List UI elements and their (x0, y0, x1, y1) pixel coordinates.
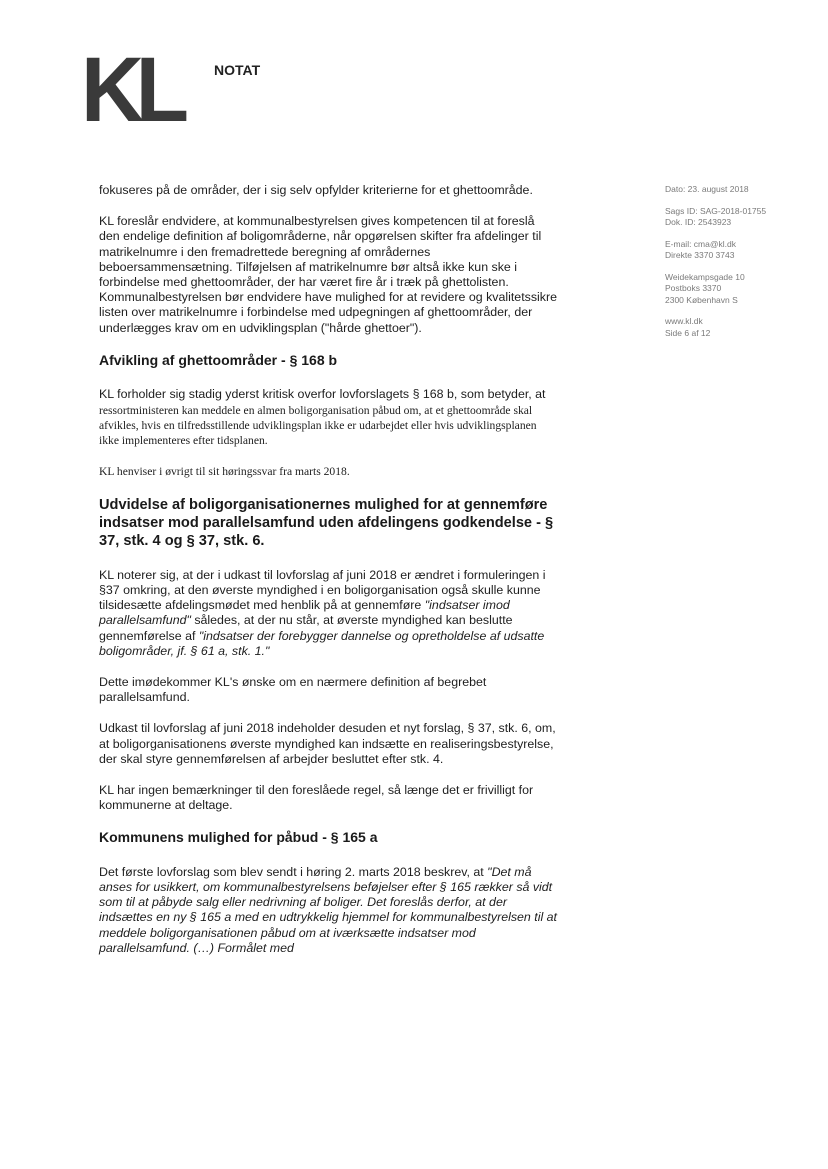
document-id-line: Dok. ID: 2543923 (665, 217, 732, 227)
section-heading: Afvikling af ghettoområder - § 168 b (99, 351, 338, 368)
paragraph (99, 387, 557, 448)
quote-text: "Det må anses for usikkert, om kommunalbestyrelsens beføjelser efter § 165 rækker så vidt som til at påbyde salg eller nedrivning af boliger. Det foreslås derfor, at der indsættes en ny § 165 a med en udtrykkelig hjemmel for kommunalbestyrelsen til at meddele boligorganisationen påbud om at iværksætte indsatser mod parallelsamfund. (…) Formålet med (99, 864, 557, 955)
paragraph: fokuseres på de områder, der i sig selv opfylder kriterierne for et ghettoområde. (99, 183, 533, 197)
paragraph: Dette imødekommer KL's ønske om en nærmere definition af begrebet parallelsamfund. (99, 674, 487, 705)
paragraph: KL foreslår endvidere, at kommunalbestyrelsen gives kompetencen til at foreslå den endelige definition af boligområderne, når opgørelsen skifter fra afdelinger til matrikelnumre i den fremadrettede beregning af områdernes beboersammensætning. Tilføjelsen af matrikelnumre bør altså ikke kun ske i forbindelse med ghettoområder, der har været fire år i træk på ghettolisten. Kommunalbestyrelsen bør endvidere have mulighed for at revidere og kvalitetssikre listen over matrikelnumre i forbindelse med udpegningen af ghettoområder, der underlægges krav om en udviklingsplan ("hårde ghettoer"). (99, 214, 557, 335)
paragraph-text: således, at der nu står, at øverste myndighed kan beslutte gennemførelse af (99, 613, 513, 643)
section-heading: Kommunens mulighed for påbud - § 165 a (99, 829, 378, 846)
paragraph-text: Det første lovforslag som blev sendt i høring 2. marts 2018 beskrev, at (99, 864, 488, 879)
paragraph (99, 568, 557, 659)
document-type-label: NOTAT (214, 62, 261, 78)
paragraph: Udkast til lovforslag af juni 2018 indeholder desuden et nyt forslag, § 37, stk. 6, om, at boligorganisationens øverste myndighed kan indsætte en realiseringsbestyrelse, der skal styre gennemførelsen af arbejder besluttet efter stk. 4. (99, 721, 556, 766)
page-number: Side 6 af 12 (665, 327, 711, 338)
section-heading: Udvidelse af boligorganisationernes mulighed for at gennemføre indsatser mod parallelsamfund uden afdelingens godkendelse - § 37, stk. 4 og § 37, stk. 6. (99, 496, 554, 549)
email-line: E-mail: cma@kl.dk (665, 238, 736, 249)
document-body (99, 183, 557, 972)
quote-text: "indsatser imod parallelsamfund" (99, 598, 510, 628)
address-line-2: Postboks 3370 (665, 283, 722, 293)
paragraph: KL henviser i øvrigt til sit høringssvar fra marts 2018. (99, 465, 350, 479)
website-line: www.kl.dk (665, 316, 703, 326)
address-line-1: Weidekampsgade 10 (665, 271, 745, 282)
paragraph (99, 865, 557, 956)
case-id-line: Sags ID: SAG-2018-01755 (665, 205, 767, 216)
paragraph-text: KL forholder sig stadig yderst kritisk overfor lovforslagets § 168 b, som betyder, at (99, 387, 546, 402)
paragraph-text-serif: ressortministeren kan meddele en almen boligorganisation påbud om, at et ghettoområde skal afvikles, hvis en tilfredsstillende udviklingsplan ikke er udarbejdet eller hvis udviklingsplanen ikke implementeres efter tidsplanen. (99, 403, 537, 448)
paragraph: KL har ingen bemærkninger til den foreslåede regel, så længe det er frivilligt for kommunerne at deltage. (99, 782, 534, 813)
quote-text: "indsatser der forebygger dannelse og opretholdelse af udsatte boligområder, jf. § 61 a, stk. 1." (99, 628, 545, 658)
metadata-sidebar (665, 184, 815, 349)
phone-line: Direkte 3370 3743 (665, 250, 735, 260)
paragraph-text: KL noterer sig, at der i udkast til lovforslag af juni 2018 er ændret i formuleringen i §37 omkring, at den øverste myndighed i en boligorganisation også skulle kunne tilsidesætte afdelingsmødet med henblik på at gennemføre (99, 567, 546, 613)
kl-logo: KL (81, 39, 181, 141)
date-line: Dato: 23. august 2018 (665, 184, 749, 194)
address-line-3: 2300 København S (665, 294, 738, 305)
